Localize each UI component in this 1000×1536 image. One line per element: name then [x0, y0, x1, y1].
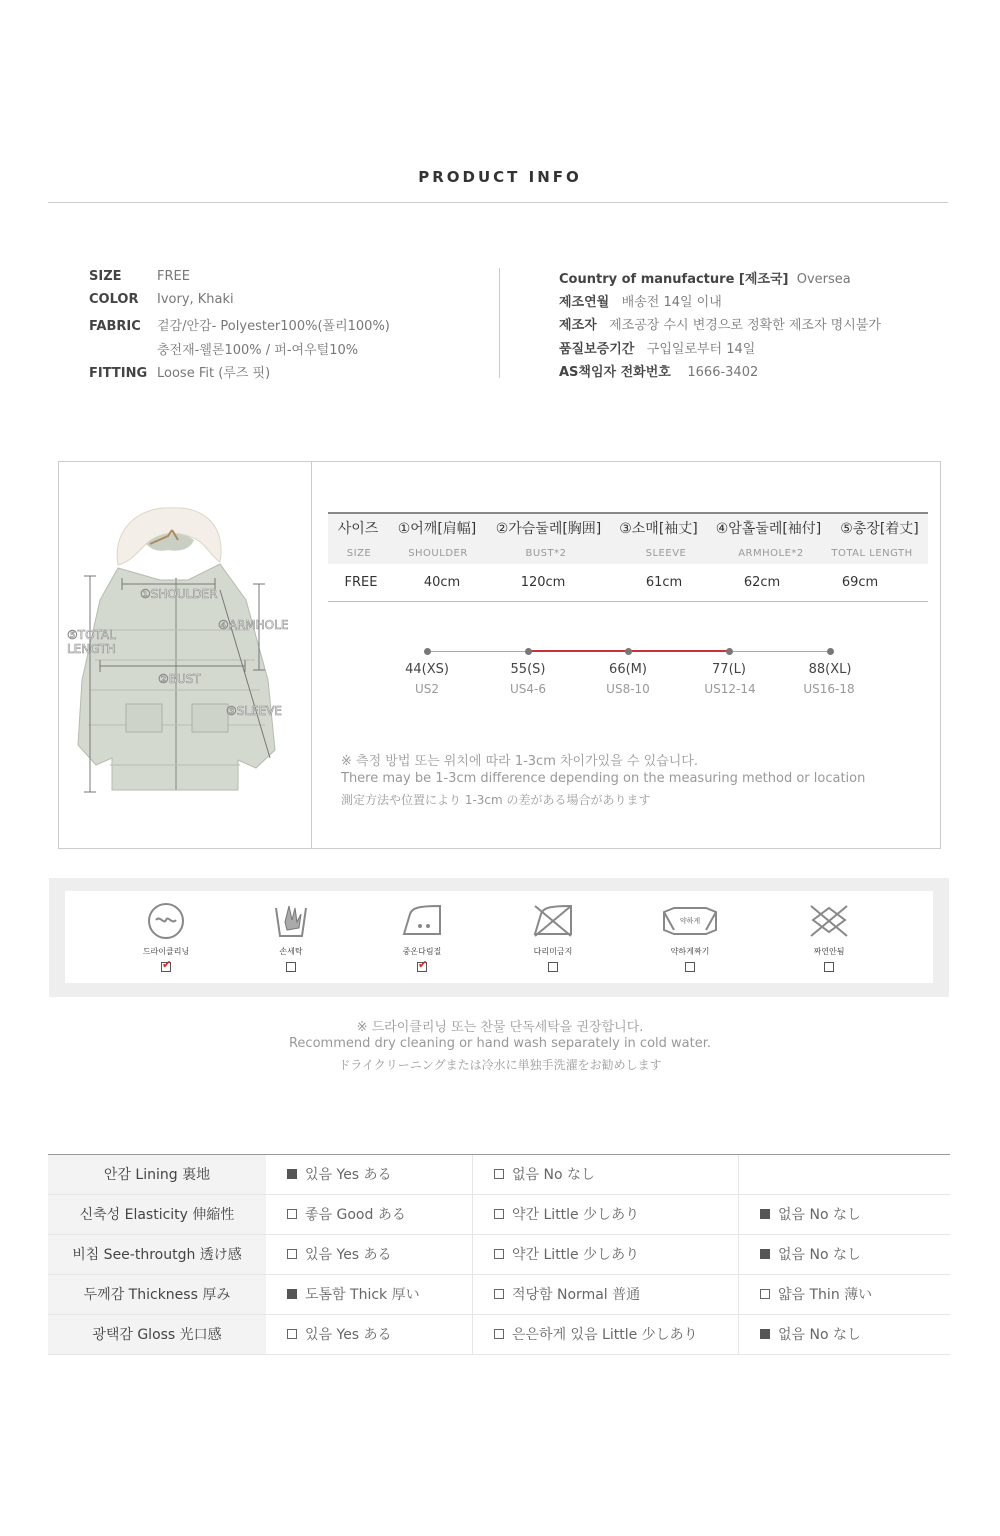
info-key: 제조연월: [559, 295, 610, 310]
no-iron-icon: [531, 900, 575, 940]
care-checkbox: [161, 962, 171, 972]
attribute-row: [48, 1235, 950, 1275]
info-value: Oversea: [796, 272, 851, 287]
size-scale-us: US4-6: [510, 682, 546, 696]
size-table-header-cell: TOTAL LENGTH: [831, 547, 913, 559]
attribute-name: 비침 See-throutgh 透け感: [48, 1235, 266, 1274]
info-value: Ivory, Khaki: [157, 292, 234, 307]
attribute-option-label: 은은하게 있음 Little 少しあり: [512, 1327, 698, 1343]
attribute-option: [473, 1235, 739, 1274]
size-table-header-cell: 사이즈: [337, 521, 379, 537]
attribute-box: [494, 1169, 504, 1179]
attribute-name: 광택감 Gloss 光口感: [48, 1315, 266, 1354]
no-tumble-dry-icon: [807, 900, 851, 940]
attribute-option-label: 없음 No なし: [778, 1247, 861, 1263]
iron-medium-icon: [400, 900, 444, 940]
size-table-header-cell: BUST*2: [525, 547, 567, 559]
attribute-option: [266, 1155, 473, 1194]
size-table-header-cell: ②가슴둘레[胸囲]: [495, 521, 602, 537]
size-scale-dot: [424, 648, 431, 655]
size-table-cell: 62cm: [743, 575, 781, 590]
info-key: 제조자: [559, 318, 597, 333]
attribute-box: [494, 1329, 504, 1339]
info-key: COLOR: [89, 292, 139, 307]
attribute-option: [473, 1275, 739, 1314]
care-label: 중온다림질: [402, 947, 442, 956]
diagram-label-armhole: ④ARMHOLE: [218, 618, 289, 632]
attribute-box: [494, 1209, 504, 1219]
care-label: 드라이클리닝: [142, 947, 190, 956]
measure-note-en: There may be 1-3cm difference depending on the measuring method or location: [341, 771, 866, 786]
info-key: FABRIC: [89, 319, 141, 334]
attribute-option: [266, 1235, 473, 1274]
size-table-header-cell: ①어깨[肩幅]: [397, 521, 477, 537]
size-scale-label: 44(XS): [405, 662, 449, 677]
care-item-iron: [382, 900, 462, 972]
attribute-name: 두께감 Thickness 厚み: [48, 1275, 266, 1314]
attribute-box: [287, 1209, 297, 1219]
attribute-option-label: 얇음 Thin 薄い: [778, 1287, 873, 1303]
size-scale-us: US12-14: [704, 682, 756, 696]
size-table-header-cell: ③소매[袖丈]: [619, 521, 698, 537]
info-key: AS책임자 전화번호: [559, 365, 671, 380]
dry-clean-icon: [146, 900, 186, 940]
hand-wash-icon: [271, 900, 311, 940]
info-value: 겉감/안감- Polyester100%(폴리100%): [157, 319, 390, 334]
attribute-option: [473, 1155, 739, 1194]
info-value: 구입일로부터 14일: [646, 342, 756, 357]
size-scale-dot: [726, 648, 733, 655]
info-key: 품질보증기간: [559, 342, 635, 357]
attribute-option: [739, 1315, 950, 1354]
size-scale-label: 88(XL): [808, 662, 852, 677]
info-value: 1666-3402: [687, 365, 759, 380]
page-title: PRODUCT INFO: [418, 168, 582, 186]
size-scale-dot: [625, 648, 632, 655]
attribute-option-label: 약간 Little 少しあり: [512, 1207, 640, 1223]
attribute-option-label: 있음 Yes ある: [305, 1247, 392, 1263]
attribute-box: [760, 1289, 770, 1299]
attribute-row: [48, 1195, 950, 1235]
size-table-header-cell: SLEEVE: [645, 547, 687, 559]
size-table-header-cell: ARMHOLE*2: [738, 547, 804, 559]
diagram-label-length: LENGTH: [67, 642, 116, 656]
attribute-box: [287, 1249, 297, 1259]
measure-note-ja: 測定方法や位置により 1-3cm の差がある場合があります: [341, 793, 651, 807]
attribute-row: [48, 1315, 950, 1355]
care-checkbox: [824, 962, 834, 972]
care-item-hand-wash: [251, 900, 331, 972]
care-label: 약하게짜기: [670, 947, 710, 956]
care-label: 손세탁: [279, 947, 303, 956]
diagram-label-shoulder: ①SHOULDER: [140, 587, 218, 601]
attribute-option-label: 있음 Yes ある: [305, 1327, 392, 1343]
attribute-box: [494, 1289, 504, 1299]
size-table-cell: 61cm: [645, 575, 683, 590]
size-scale-dot: [525, 648, 532, 655]
care-checkbox: [417, 962, 427, 972]
attribute-box: [760, 1329, 770, 1339]
attribute-box: [287, 1169, 297, 1179]
care-note-en: Recommend dry cleaning or hand wash separately in cold water.: [288, 1036, 711, 1051]
attribute-option: [739, 1195, 950, 1234]
wring-icon-text: 약하게: [679, 917, 701, 925]
care-checkbox: [685, 962, 695, 972]
measure-note-ko: ※ 측정 방법 또는 위치에 따라 1-3cm 차이가있을 수 있습니다.: [341, 754, 698, 769]
attribute-option-label: 없음 No なし: [512, 1167, 595, 1183]
attribute-name: 신축성 Elasticity 伸縮性: [48, 1195, 266, 1234]
attribute-option: [739, 1275, 950, 1314]
size-scale: [0, 0, 1000, 720]
attribute-option: [739, 1155, 950, 1194]
info-value: Loose Fit (루즈 핏): [157, 366, 271, 381]
care-item-no-iron: [513, 900, 593, 972]
size-table-cell: 40cm: [423, 575, 461, 590]
attribute-option-label: 있음 Yes ある: [305, 1167, 392, 1183]
attribute-option-label: 없음 No なし: [778, 1207, 861, 1223]
size-table-header-cell: ④암홀둘레[袖付]: [715, 521, 822, 537]
attribute-row: [48, 1155, 950, 1195]
care-label: 짜연안됨: [813, 947, 845, 956]
attribute-option: [473, 1315, 739, 1354]
care-checkbox: [286, 962, 296, 972]
size-scale-label: 55(S): [510, 662, 546, 677]
size-scale-label: 77(L): [712, 662, 746, 677]
care-checkbox: [548, 962, 558, 972]
size-table-cell: FREE: [344, 575, 378, 590]
diagram-label-sleeve: ③SLEEVE: [226, 704, 283, 718]
attribute-box: [760, 1209, 770, 1219]
info-value: FREE: [157, 269, 190, 284]
attribute-box: [494, 1249, 504, 1259]
info-value: 제조공장 수시 변경으로 정확한 제조자 명시불가: [609, 318, 881, 333]
attribute-row: [48, 1275, 950, 1315]
info-key: SIZE: [89, 269, 122, 284]
attribute-box: [760, 1249, 770, 1259]
attribute-box: [287, 1289, 297, 1299]
size-table-header-cell: SHOULDER: [408, 547, 468, 559]
care-note-ko: ※ 드라이클리닝 또는 찬물 단독세탁을 권장합니다.: [356, 1020, 644, 1035]
care-note-ja: ドライクリーニングまたは冷水に単独手洗濯をお勧めします: [338, 1058, 662, 1072]
size-scale-us: US8-10: [606, 682, 650, 696]
size-table-cell: 69cm: [841, 575, 879, 590]
info-value: 충전재-웰론100% / 퍼-여우털10%: [157, 343, 359, 358]
attribute-option-label: 없음 No なし: [778, 1327, 861, 1343]
care-label: 다리미금지: [533, 947, 573, 956]
attribute-option: [266, 1195, 473, 1234]
size-table-cell: 120cm: [520, 575, 566, 590]
attribute-table: [48, 1154, 950, 1355]
size-scale-dot: [827, 648, 834, 655]
info-value: 배송전 14일 이내: [621, 295, 722, 310]
care-item-wring: [650, 900, 730, 972]
care-item-no-tumble: [789, 900, 869, 972]
attribute-option-label: 도톰함 Thick 厚い: [305, 1287, 420, 1303]
info-key: Country of manufacture [제조국]: [559, 272, 789, 287]
info-key: FITTING: [89, 366, 148, 381]
size-table-header-cell: SIZE: [346, 547, 372, 559]
diagram-label-bust: ②BUST: [158, 672, 201, 686]
attribute-option: [473, 1195, 739, 1234]
diagram-label-total: ⑤TOTAL: [67, 628, 116, 642]
attribute-option: [739, 1235, 950, 1274]
attribute-option-label: 약간 Little 少しあり: [512, 1247, 640, 1263]
attribute-name: 안감 Lining 裏地: [48, 1155, 266, 1194]
care-item-dry-clean: [126, 900, 206, 972]
size-scale-label: 66(M): [609, 662, 647, 677]
attribute-option-label: 적당함 Normal 普通: [512, 1287, 641, 1303]
attribute-box: [287, 1329, 297, 1339]
size-table-header-cell: ⑤총장[着丈]: [840, 521, 919, 537]
attribute-option: [266, 1275, 473, 1314]
attribute-option: [266, 1315, 473, 1354]
size-scale-us: US2: [414, 682, 440, 696]
size-scale-us: US16-18: [803, 682, 855, 696]
attribute-option-label: 좋음 Good ある: [305, 1207, 406, 1223]
